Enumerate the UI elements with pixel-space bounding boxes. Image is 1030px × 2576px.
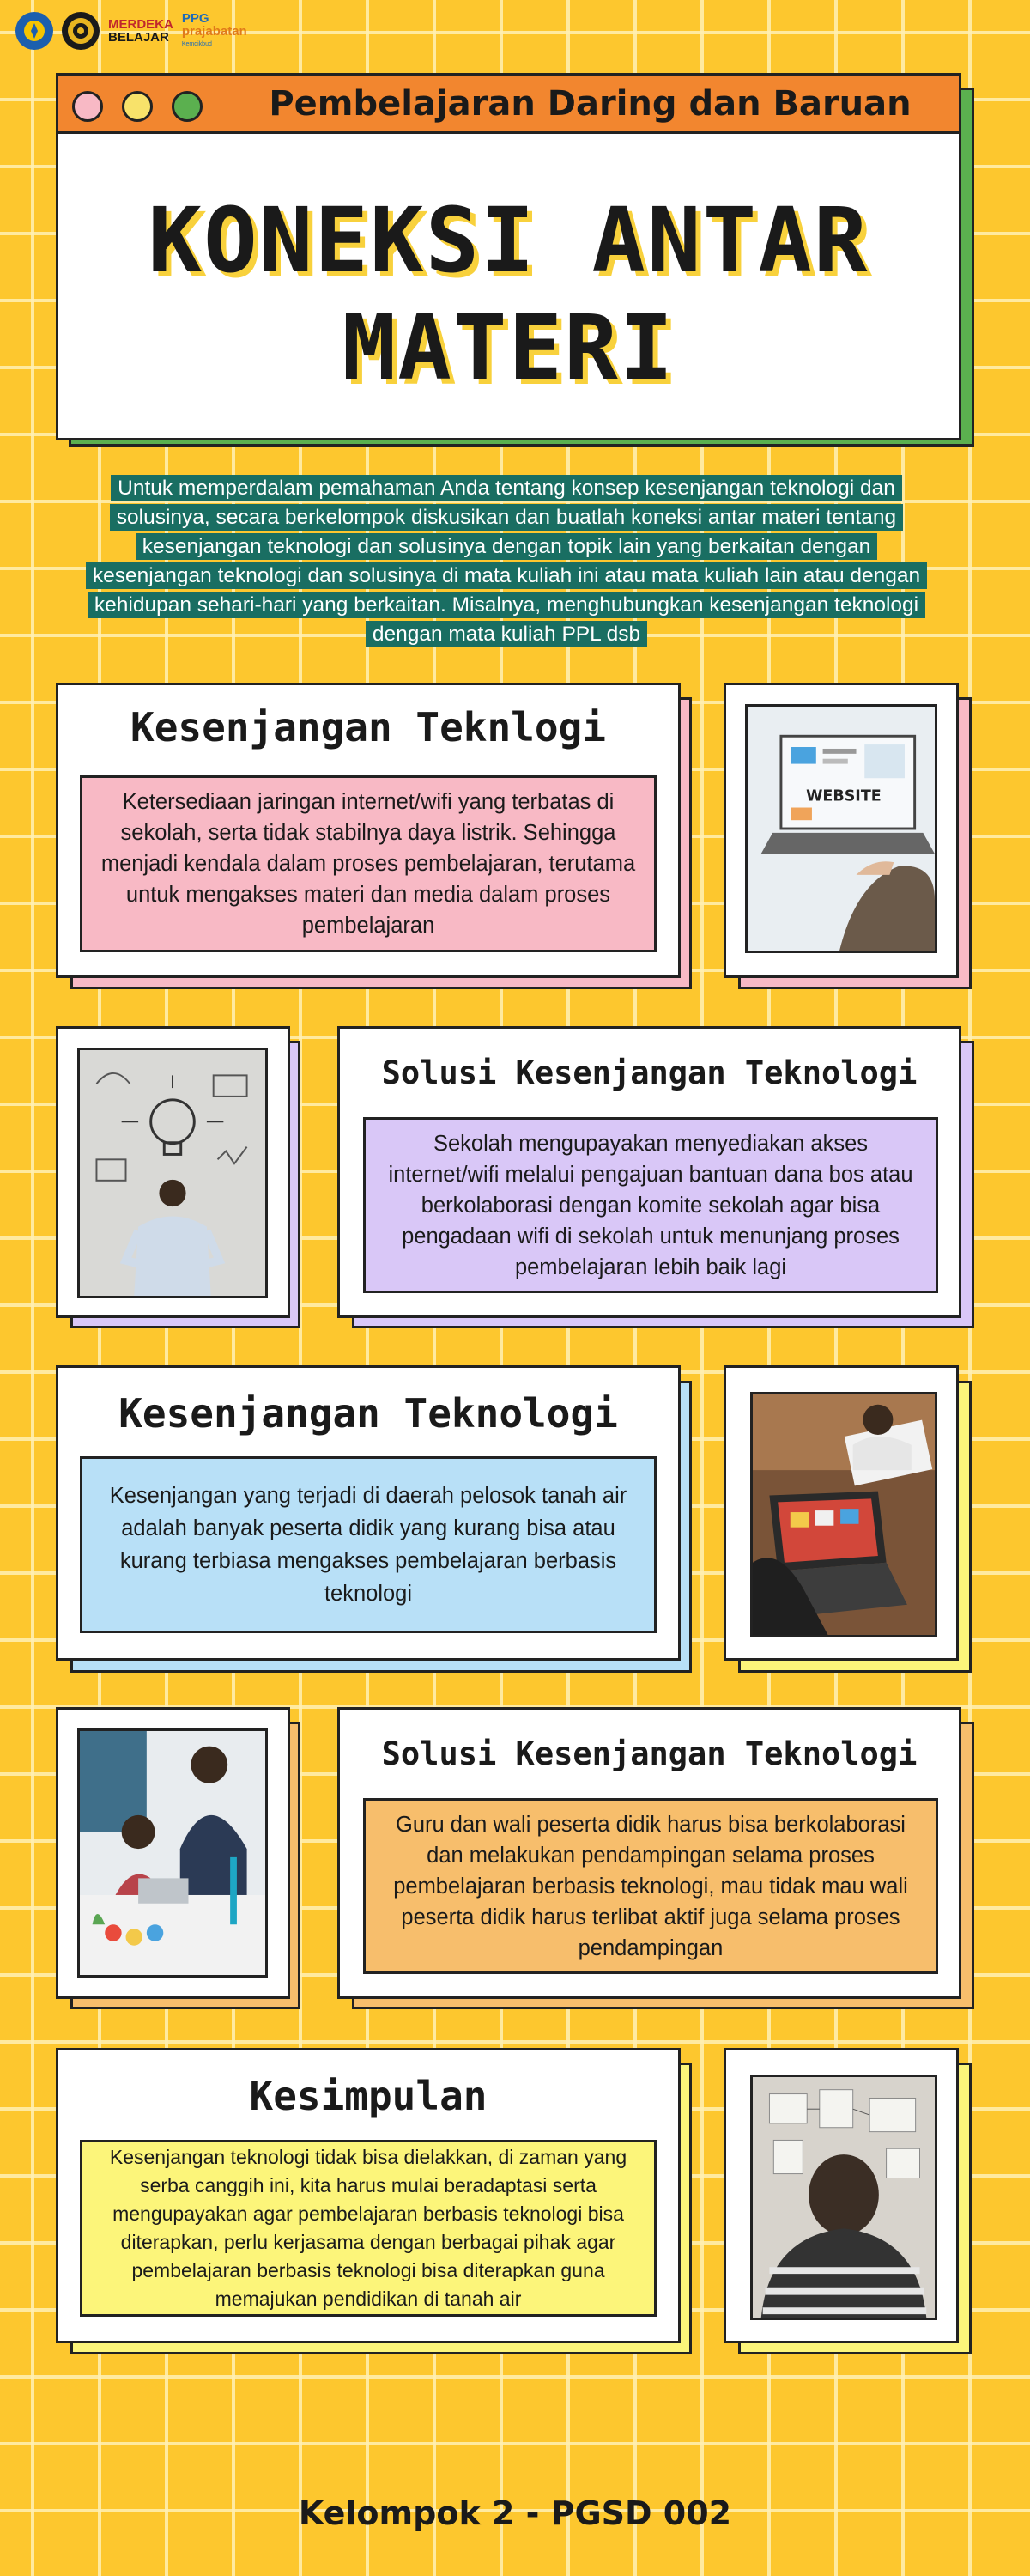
window-dot-pink bbox=[72, 91, 103, 122]
ppg-prajabatan-logo bbox=[182, 12, 247, 51]
section1-textbox: Ketersediaan jaringan internet/wifi yang terbatas di sekolah, serta tidak stabilnya daya listrik. Sehingga menjadi kendala dalam proses pembelajaran, terutama untuk mengakses materi dan media dalam proses pembelajaran bbox=[80, 775, 657, 952]
section2-card bbox=[337, 1026, 961, 1318]
footer-group-label: Kelompok 2 - PGSD 002 bbox=[298, 2494, 732, 2532]
kemdikbud-text: Kemdikbud bbox=[181, 40, 212, 47]
window-dot-yellow bbox=[122, 91, 153, 122]
university-logo bbox=[62, 12, 100, 50]
intro-text: Untuk memperdalam pemahaman Anda tentang konsep kesenjangan teknologi dan solusinya, secara berkelompok diskusikan dan buatlah koneksi antar materi tentang kesenjangan teknologi dan solusinya dengan topik lain yang berkaitan dengan kesenjangan teknologi dan solusinya di mata kuliah ini atau mata kuliah lain atau dengan kehidupan sehari-hari yang berkaitan. Misalnya, menghubungkan kesenjangan teknologi dengan mata kuliah PPL dsb bbox=[86, 475, 927, 647]
section4-textbox: Guru dan wali peserta didik harus bisa berkolaborasi dan melakukan pendampingan selama proses pembelajaran berbasis teknologi, mau tidak mau wali peserta didik harus terlibat aktif juga selama proses pendampingan bbox=[363, 1798, 938, 1974]
page-title bbox=[58, 187, 959, 402]
section5-photo-card bbox=[724, 2048, 959, 2343]
section2-photo-card bbox=[56, 1026, 290, 1318]
belajar-text: BELAJAR bbox=[108, 30, 169, 45]
window-dot-green bbox=[172, 91, 203, 122]
ppg-text: PPG bbox=[181, 10, 209, 26]
section5-textbox: Kesenjangan teknologi tidak bisa dielakkan, di zaman yang serba canggih ini, kita harus mulai beradaptasi serta mengupayakan agar pembelajaran berbasis teknologi bisa diterapkan, perlu kerjasama dengan berbagai pihak agar pembelajaran berbasis teknologi bisa diterapkan guna memajukan pendidikan di tanah air bbox=[80, 2140, 657, 2317]
section5-title: Kesimpulan bbox=[249, 2073, 488, 2119]
section1-photo-card bbox=[724, 683, 959, 978]
section2-title: Solusi Kesenjangan Teknologi bbox=[381, 1054, 918, 1091]
section3-textbox: Kesenjangan yang terjadi di daerah pelosok tanah air adalah banyak peserta didik yang kurang bisa atau kurang terbiasa mengakses pembelajaran berbasis teknologi bbox=[80, 1456, 657, 1633]
lightbulb-thinking-photo bbox=[77, 1048, 268, 1298]
merdeka-belajar-logo bbox=[108, 18, 173, 44]
section2-textbox: Sekolah mengupayakan menyediakan akses internet/wifi melalui pengajuan bantuan dana bos atau berkolaborasi dengan komite sekolah agar bisa pengadaan wifi di sekolah untuk menunjang proses pembelajaran lebih baik lagi bbox=[363, 1117, 938, 1293]
window-title: Pembelajaran Daring dan Baruan bbox=[269, 84, 912, 124]
section4-photo-card bbox=[56, 1707, 290, 1999]
section1-card bbox=[56, 683, 681, 978]
students-laptop-photo bbox=[750, 1392, 937, 1637]
kemdikbud-logo bbox=[15, 12, 53, 50]
header-window bbox=[56, 73, 961, 440]
logo-bar bbox=[15, 12, 247, 50]
section4-card bbox=[337, 1707, 961, 1999]
section3-photo-card bbox=[724, 1365, 959, 1661]
section1-title: Kesenjangan Teknlogi bbox=[130, 704, 606, 750]
window-titlebar bbox=[58, 76, 959, 134]
section3-title: Kesenjangan Teknologi bbox=[118, 1390, 618, 1437]
page-title-line1: KONEKSI ANTAR bbox=[148, 188, 869, 293]
section5-card bbox=[56, 2048, 681, 2343]
website-photo-label: WEBSITE bbox=[806, 787, 882, 805]
page-title-line2: MATERI bbox=[342, 295, 676, 400]
intro-paragraph bbox=[77, 474, 936, 649]
merdeka-text: MERDEKA bbox=[108, 17, 173, 32]
section4-title: Solusi Kesenjangan Teknologi bbox=[381, 1735, 918, 1772]
kids-robotics-photo bbox=[77, 1728, 268, 1978]
section3-card bbox=[56, 1365, 681, 1661]
man-notes-wall-photo bbox=[750, 2075, 937, 2320]
prajabatan-text: prajabatan bbox=[181, 23, 247, 39]
website-laptop-photo bbox=[745, 704, 937, 953]
